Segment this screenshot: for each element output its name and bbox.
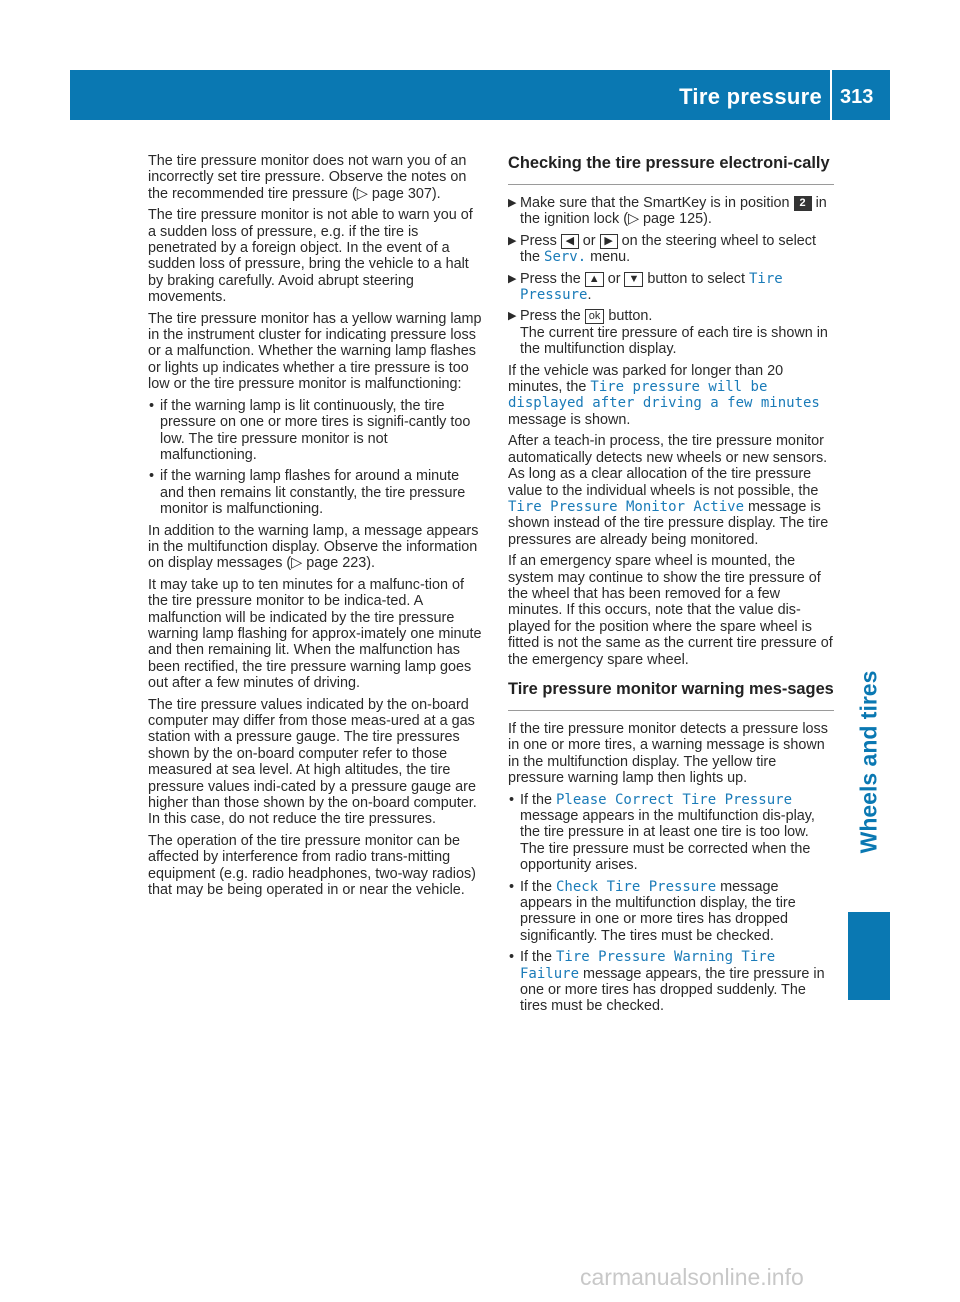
display-message: Tire Pressure Monitor Active	[508, 498, 745, 515]
header-bar	[70, 70, 890, 120]
instruction-step: ▶ Press the ok button. The current tire pressure of each tire is shown in the multifunction display.	[508, 308, 828, 358]
page-title: Tire pressure	[679, 84, 822, 109]
down-button-icon: ▼	[624, 272, 643, 287]
display-message: Serv.	[544, 249, 587, 266]
list-item: • If the Please Correct Tire Pressure message appears in the multifunction dis-play, the tire pressure in at least one tire is too low. The tire pressure must be corrected when the opportunity arises.	[508, 792, 834, 874]
display-message: Check Tire Pressure	[556, 878, 717, 895]
paragraph: The tire pressure monitor has a yellow warning lamp in the instrument cluster for indicating pressure loss or a malfunction. Whether the warning lamp flashes or lights up indicates whether a tire pressure is too low or the tire pressure monitor is malfunctioning:	[148, 310, 482, 393]
right-column	[508, 153, 834, 1020]
paragraph: In addition to the warning lamp, a message appears in the multifunction display. Observe the information on display messages (▷ page 223).	[148, 522, 479, 572]
paragraph: If the tire pressure monitor detects a pressure loss in one or more tires, a warning message is shown in the multifunction display. The yellow tire pressure warning lamp then lights up.	[508, 720, 828, 787]
display-message: Please Correct Tire Pressure	[556, 791, 793, 808]
display-message: Tire Pressure Warning Tire Failure	[520, 949, 776, 982]
ok-button-icon: ok	[585, 309, 605, 324]
section-heading: Checking the tire pressure electroni-cally	[508, 153, 834, 185]
paragraph: The tire pressure monitor does not warn you of an incorrectly set tire pressure. Observe the notes on the recommended tire pressure (▷ page 307).	[148, 153, 467, 202]
paragraph: It may take up to ten minutes for a malfunc-tion of the tire pressure monitor to be indica-ted. A malfunction will be indicated by the tire pressure warning lamp flashing for approx-imately one minute and then remaining lit. When the malfunction has been rectified, the tire pressure warning lamp goes out after a few minutes of driving.	[148, 576, 482, 692]
step-arrow-icon: ▶	[508, 197, 517, 209]
key-position-icon: 2	[794, 196, 812, 211]
header-divider	[830, 70, 832, 120]
section-heading: Tire pressure monitor warning mes-sages	[508, 679, 834, 711]
up-button-icon: ▲	[585, 272, 604, 287]
list-item: • if the warning lamp flashes for around a minute and then remains lit constantly, the tire pressure monitor is malfunctioning.	[148, 468, 484, 517]
side-chapter-tab	[848, 652, 890, 912]
chapter-marker-block	[848, 912, 890, 1000]
step-arrow-icon: ▶	[508, 234, 517, 247]
page-number: 313	[840, 86, 874, 108]
paragraph: If the vehicle was parked for longer than 20 minutes, the Tire pressure will be displayed after driving a few minutes message is shown.	[508, 362, 820, 428]
paragraph: The tire pressure monitor is not able to warn you of a sudden loss of pressure, e.g. if the tire is penetrated by a foreign object. In the event of a sudden loss of pressure, bring the vehicle to a halt by braking carefully. Avoid abrupt steering movements.	[148, 207, 473, 306]
display-message: Tire pressure will be displayed after driving a few minutes	[508, 379, 820, 412]
right-button-icon: ▶	[600, 234, 618, 249]
watermark: carmanualsonline.info	[580, 1264, 804, 1290]
paragraph: The tire pressure values indicated by the on-board computer may differ from those meas-ured at a gas station with a pressure gauge. The tire pressures shown by the on-board computer refer to those measured at sea level. At high altitudes, the tire pressure values indi-cated by a pressure gauge are higher than those shown by the on-board computer. In this case, do not reduce the tire pressures.	[148, 696, 477, 828]
instruction-step: ▶ Make sure that the SmartKey is in position 2 in the ignition lock (▷ page 125).	[508, 195, 827, 228]
list-item: • If the Tire Pressure Warning Tire Failure message appears, the tire pressure in one or more tires has dropped suddenly. The tires must be checked.	[508, 949, 834, 1015]
paragraph: The operation of the tire pressure monitor can be affected by interference from radio trans-mitting equipment (e.g. radio headphones, two-way radios) that may be being operated in or near the vehicle.	[148, 832, 476, 899]
instruction-step: ▶ Press the ▲ or ▼ button to select Tire Pressure.	[508, 270, 783, 304]
chapter-label: Wheels and tires	[855, 670, 882, 854]
paragraph: After a teach-in process, the tire pressure monitor automatically detects new wheels or new sensors. As long as a clear allocation of the tire pressure value to the individual wheels is not possible, the Tire Pressure Monitor Active message is shown instead of the tire pressure display. The tire pressures are already being monitored.	[508, 433, 829, 548]
list-item: • If the Check Tire Pressure message appears in the multifunction display, the tire pressure in one or more tires has dropped significantly. The tires must be checked.	[508, 879, 834, 945]
left-column	[148, 153, 484, 903]
left-button-icon: ◀	[561, 234, 579, 249]
step-arrow-icon: ▶	[508, 272, 517, 285]
list-item: • if the warning lamp is lit continuously, the tire pressure on one or more tires is signifi-cantly too low. The tire pressure monitor is not malfunctioning.	[148, 398, 484, 464]
display-message: Tire Pressure	[520, 270, 783, 304]
instruction-step: ▶ Press ◀ or ▶ on the steering wheel to select the Serv. menu.	[508, 232, 816, 266]
step-arrow-icon: ▶	[508, 310, 517, 323]
paragraph: If an emergency spare wheel is mounted, the system may continue to show the tire pressure of the wheel that has been removed for a few minutes. If this occurs, note that the value dis-played for the position where the spare wheel is fitted is not the same as the current tire pressure of the emergency spare wheel.	[508, 553, 833, 668]
